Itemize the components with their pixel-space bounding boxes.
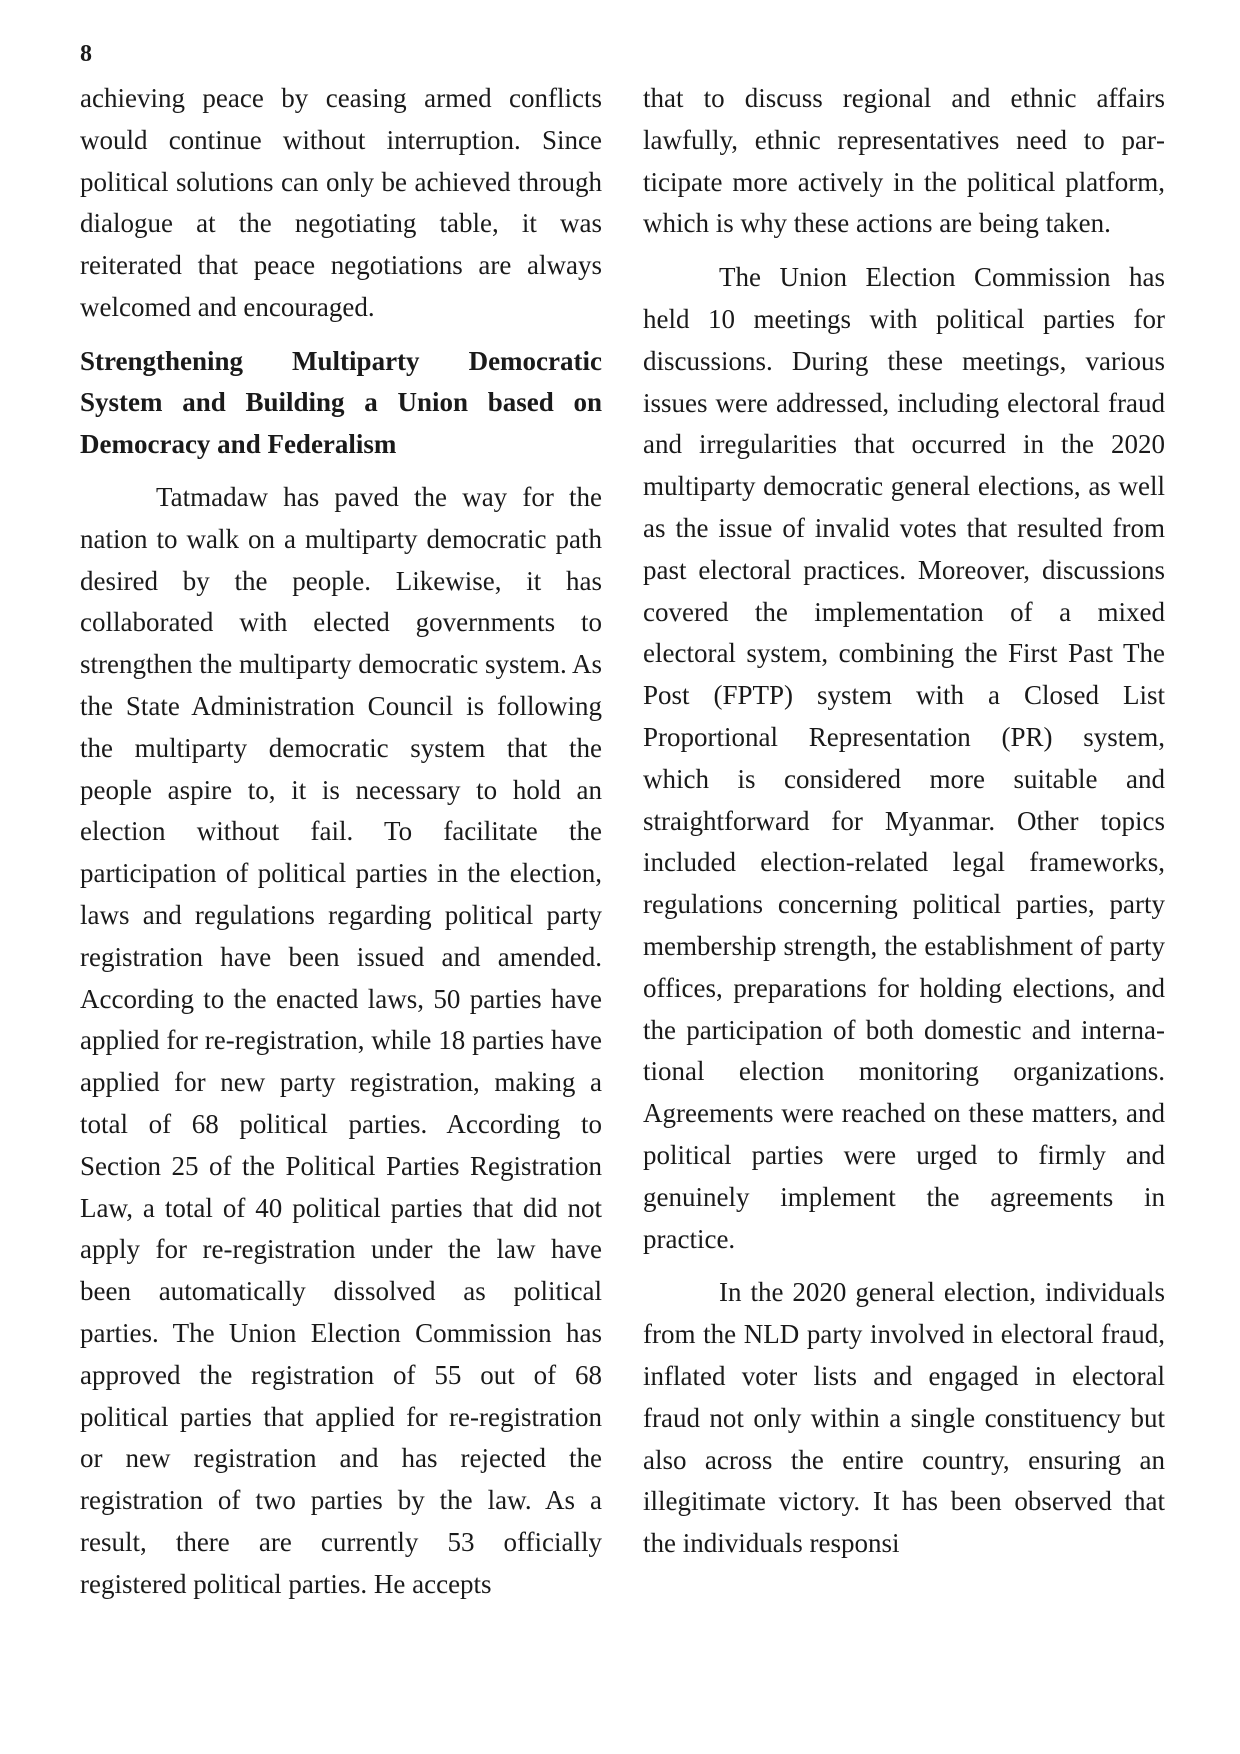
paragraph-election-commission: The Union Election Commission has held 10 meetings with political parties for discussions. During these meetings, various issues were addressed, including electoral fraud and irregularities that occurred in the 2020 multiparty democratic general elections, as well as the issue of invalid votes that resulted from past electoral practices. Moreover, discussions covered the implementation of a mixed electoral system, combining the First Past The Post (FPTP) system with a Closed List Proportional Representation (PR) system, which is considered more suitable and straightforward for Myanmar. Other topics included election-related legal frameworks, regulations concerning political parties, party membership strength, the establishment of party offices, preparations for holding elections, and the participation of both domestic and international election monitoring organizations. Agreements were reached on these matters, and political parties were urged to firmly and genuinely implement the agreements in practice. — [643, 262, 1165, 1254]
paragraph-2020-election: In the 2020 general election, individuals from the NLD party involved in electoral fraud, inflated voter lists and engaged in electoral fraud not only within a single constituency but also across the entire country, ensuring an illegitimate victory. It has been observed that the individuals responsi — [643, 1277, 1165, 1559]
section-heading: Strengthening Multiparty Democratic System and Building a Union based on Democracy and Federalism — [80, 345, 602, 459]
right-column — [643, 78, 1165, 1577]
paragraph-peace-continued: achieving peace by ceasing armed conflicts would continue without interruption. Since political solutions can only be achieved through dialogue at the negotiating table, it was reiterated that peace negotiations are always welcomed and encouraged. — [80, 83, 602, 322]
left-column — [80, 78, 602, 1618]
page-number: 8 — [80, 41, 92, 67]
paragraph-tatmadaw: Tatmadaw has paved the way for the nation to walk on a multiparty democratic path desired by the people. Likewise, it has collaborated with elected governments to strengthen the multiparty democratic system. As the State Administration Council is following the multiparty democratic system that the people aspire to, it is necessary to hold an election without fail. To facilitate the participation of political parties in the election, laws and regulations regarding political party registration have been issued and amended. According to the enacted laws, 50 parties have applied for re-registration, while 18 parties have applied for new party registration, making a total of 68 political parties. According to Section 25 of the Political Parties Registration Law, a total of 40 political parties that did not apply for re-registration under the law have been automatically dissolved as political parties. The Union Election Commission has approved the registration of 55 out of 68 political parties that applied for re-registration or new registration and has rejected the registration of two parties by the law. As a result, there are currently 53 officially registered political parties. He accepts — [80, 482, 602, 1599]
paragraph-ethnic-continued: that to discuss regional and ethnic affairs lawfully, ethnic representatives need to participate more actively in the political platform, which is why these actions are being taken. — [643, 83, 1165, 239]
